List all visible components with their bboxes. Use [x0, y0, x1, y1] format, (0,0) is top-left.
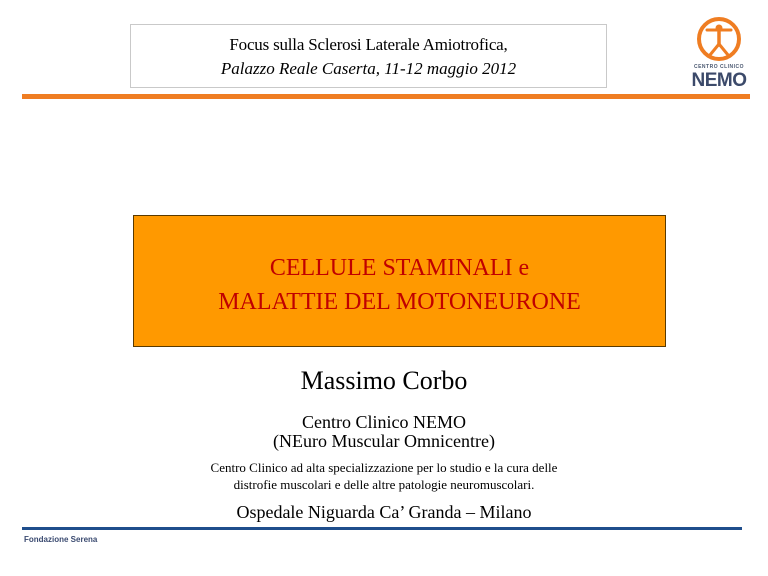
header-box	[130, 24, 607, 88]
nemo-logo	[688, 14, 750, 92]
header-divider	[22, 94, 750, 99]
vitruvian-man-icon	[688, 14, 750, 64]
author-name: Massimo Corbo	[300, 366, 468, 395]
title-box	[133, 215, 666, 347]
center-description-line-1: Centro Clinico ad alta specializzazione per lo studio e la cura delle	[210, 460, 558, 475]
center-description-line-2: distrofie muscolari e delle altre patologie neuromuscolari.	[233, 477, 535, 492]
hospital-name: Ospedale Niguarda Ca’ Granda – Milano	[236, 502, 532, 522]
logo-caption: CENTRO CLINICO	[693, 64, 745, 70]
center-subtitle: (NEuro Muscular Omnicentre)	[273, 431, 495, 451]
title-line-2: MALATTIE DEL MOTONEURONE	[218, 289, 581, 315]
foundation-logo-text: Fondazione Serena	[24, 535, 98, 544]
center-name: Centro Clinico NEMO	[302, 412, 466, 432]
conference-venue-date: Palazzo Reale Caserta, 11-12 maggio 2012	[220, 59, 517, 78]
conference-title: Focus sulla Sclerosi Laterale Amiotrofica,	[229, 35, 508, 54]
logo-wordmark: NEMO	[691, 70, 747, 91]
footer-divider	[22, 527, 742, 530]
title-line-1: CELLULE STAMINALI e	[269, 255, 530, 281]
